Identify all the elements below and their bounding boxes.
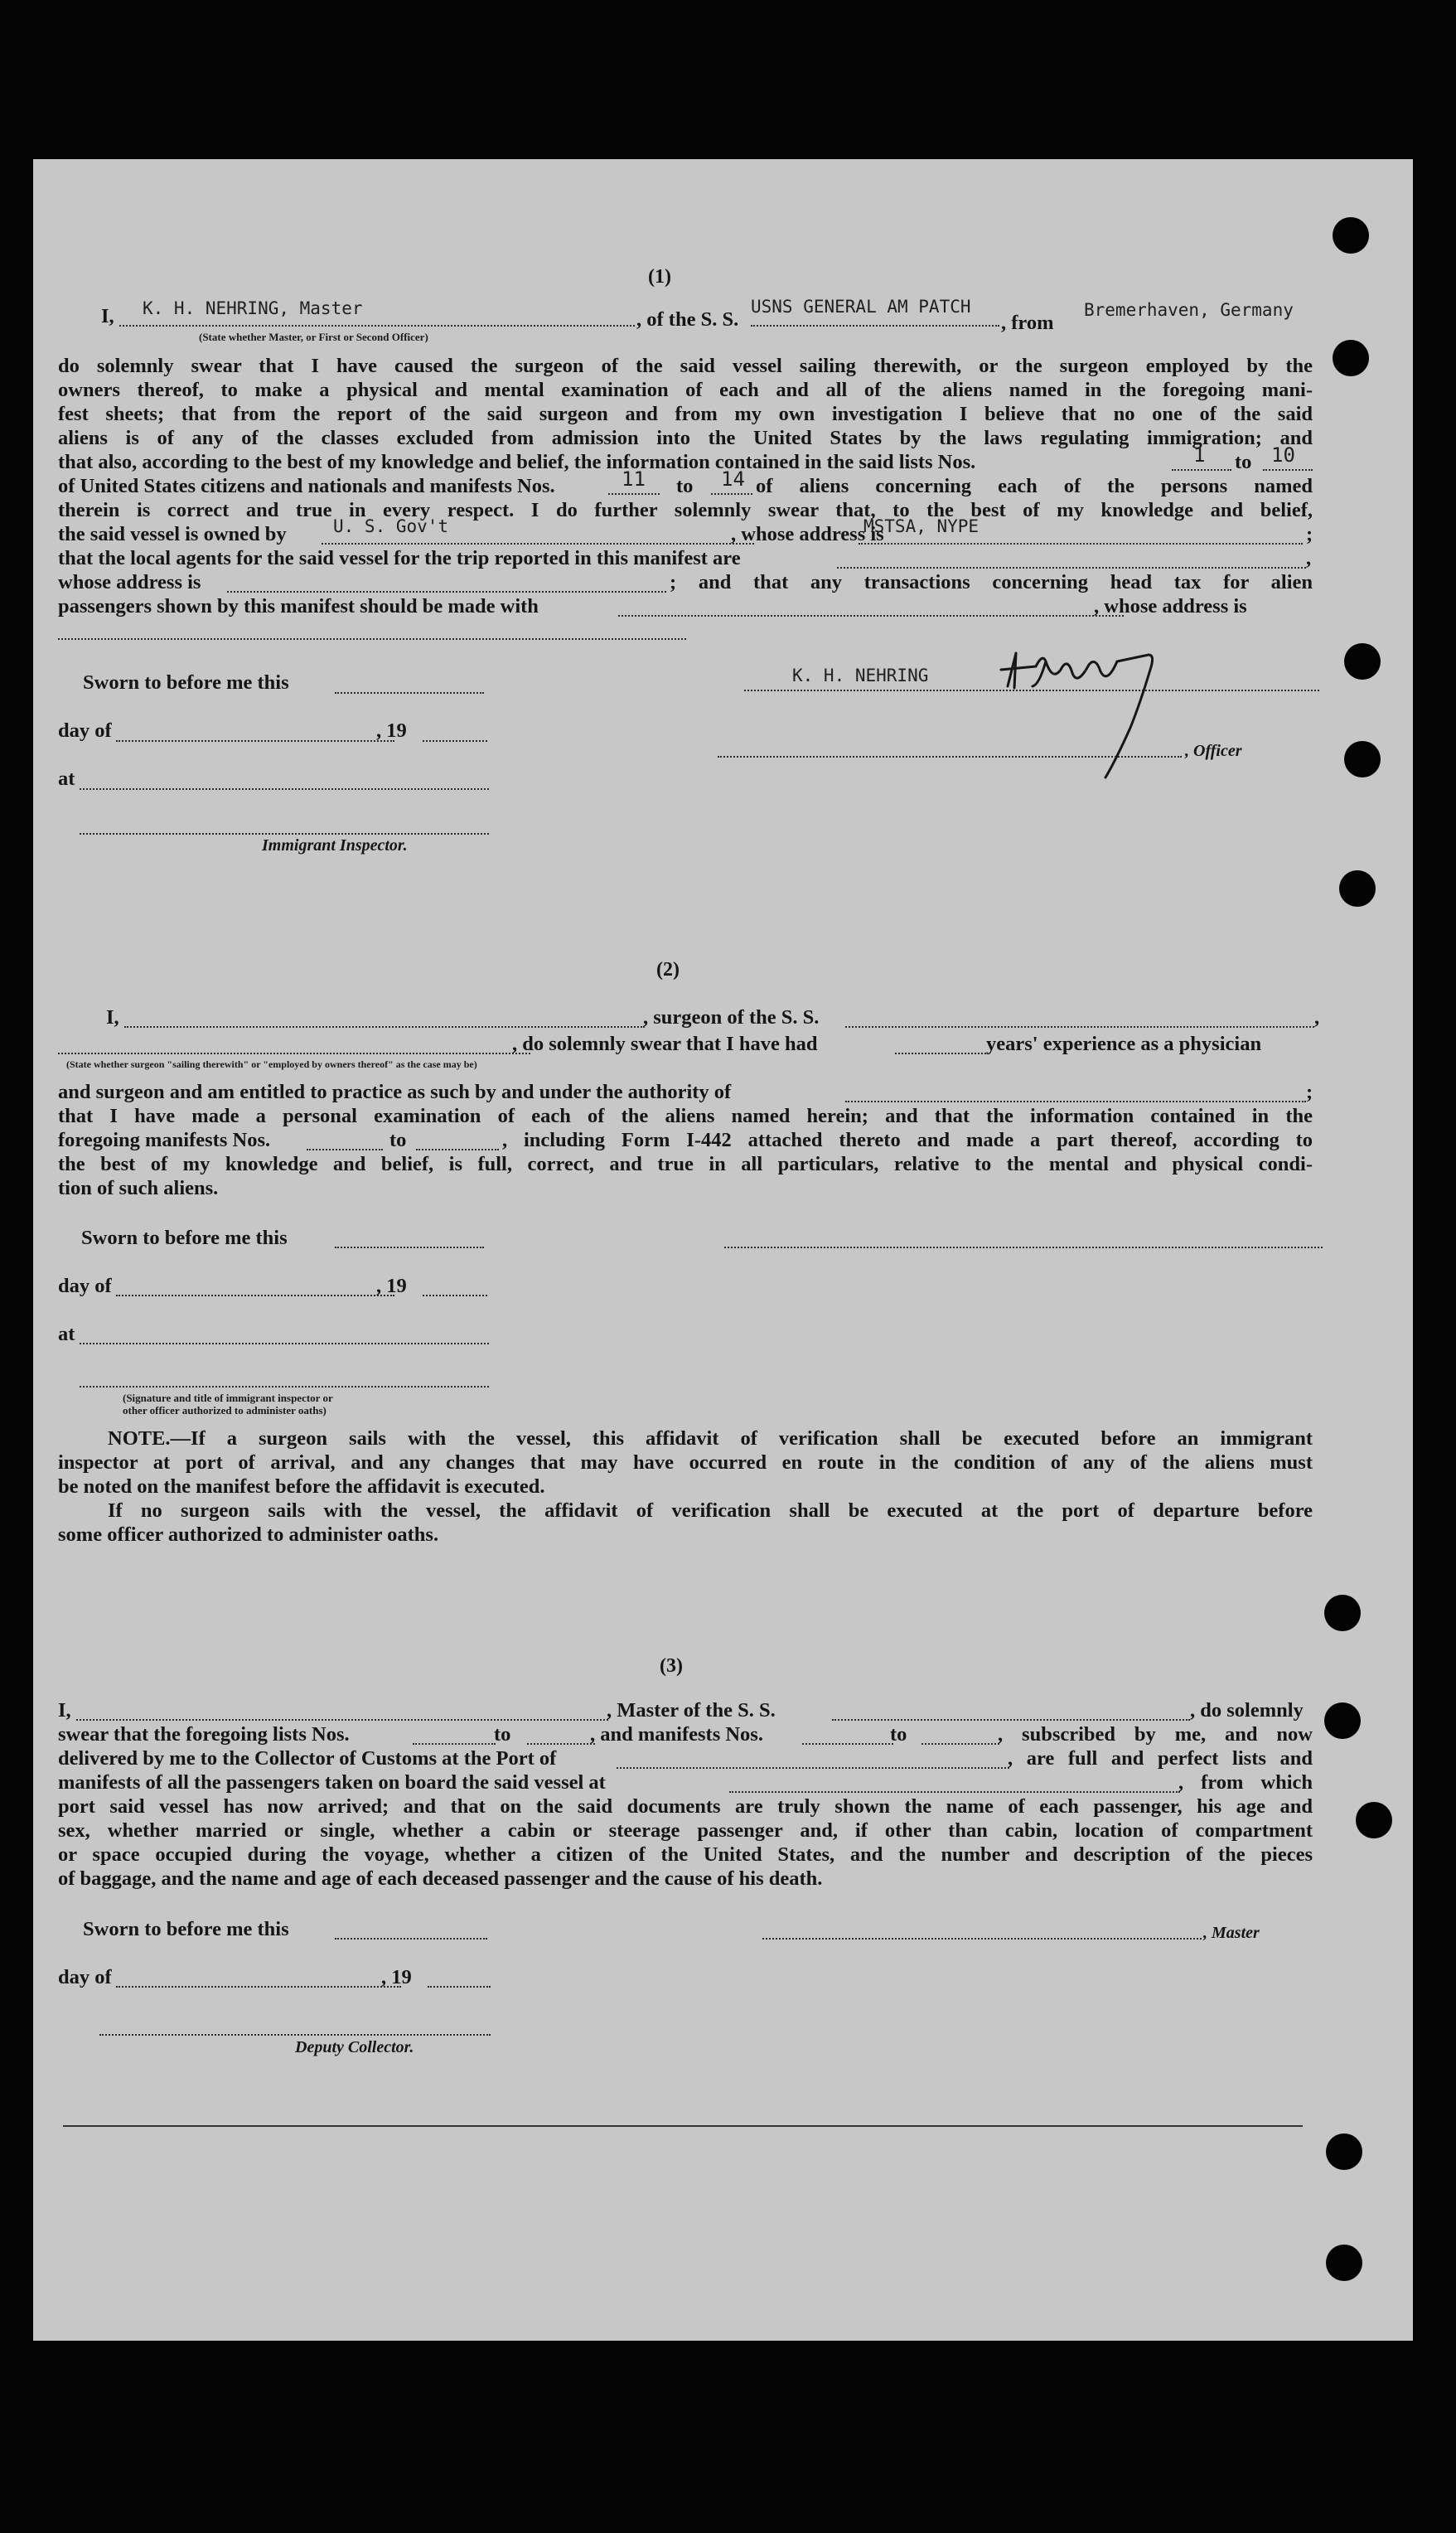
- text: whose address is: [58, 571, 201, 593]
- agents-address-line: [227, 591, 666, 593]
- punch-hole: [1356, 1802, 1392, 1838]
- note-text: inspector at port of arrival, and any changes that may have occurred en route in the condition of any of the aliens must: [58, 1451, 1313, 1474]
- deputy-collector-label: Deputy Collector.: [295, 2038, 414, 2056]
- inspector-signature-line: [80, 1386, 489, 1388]
- text: , whose address is: [731, 523, 884, 545]
- surgeon-vessel-line: [845, 1026, 1314, 1028]
- punch-hole: [1324, 1702, 1361, 1739]
- text: I,: [106, 1006, 119, 1029]
- signature-note: other officer authorized to administer oaths): [123, 1404, 327, 1417]
- text: , do solemnly swear that I have had: [512, 1033, 818, 1055]
- text: I,: [101, 305, 114, 327]
- text: ,: [1314, 1006, 1320, 1029]
- inspector-signature-line: [80, 833, 489, 835]
- text: ; and that any transactions concerning head tax for alien: [670, 571, 1313, 593]
- surgeon-status-line: [58, 1053, 530, 1054]
- text: day of: [58, 719, 112, 742]
- text-line: owners thereof, to make a physical and mental examination of each and all of the aliens named in the foregoing mani-: [58, 379, 1313, 401]
- sworn-date-line: [335, 1938, 487, 1940]
- manifest-from-line: [307, 1149, 383, 1150]
- text: the said vessel is owned by: [58, 523, 287, 545]
- year-line: [423, 1295, 487, 1296]
- text: , subscribed by me, and now: [998, 1723, 1313, 1746]
- surgeon-status-note: (State whether surgeon "sailing therewith" or "employed by owners thereof" as the case may be): [66, 1058, 477, 1070]
- section-2-number: (2): [656, 959, 680, 981]
- blank-line: [859, 543, 1303, 545]
- text: , whose address is: [1094, 595, 1247, 618]
- text: of aliens concerning each of the persons named: [756, 475, 1313, 497]
- text: , from which: [1178, 1771, 1313, 1794]
- punch-hole: [1333, 217, 1369, 254]
- text: and surgeon and am entitled to practice as such by and under the authority of: [58, 1081, 732, 1103]
- lists-from-line: [413, 1743, 496, 1745]
- text: , are full and perfect lists and: [1008, 1747, 1313, 1770]
- text-line: that I have made a personal examination of each of the aliens named herein; and that the information contained in the: [58, 1105, 1313, 1127]
- text: , from: [1001, 312, 1054, 334]
- authority-line: [845, 1101, 1306, 1102]
- vessel-name-line: [832, 1719, 1190, 1721]
- lists-to-field: 10: [1271, 443, 1295, 467]
- master-name-line: [119, 325, 635, 327]
- text: , Master of the S. S.: [607, 1699, 776, 1722]
- surgeon-signature-line: [724, 1247, 1323, 1248]
- officer-label: , Officer: [1185, 742, 1242, 760]
- blank-line: [711, 493, 752, 495]
- handwritten-signature: [991, 637, 1182, 786]
- manifests-to-line: [921, 1743, 999, 1745]
- vessel-name-line: [751, 325, 999, 327]
- boarding-port-line: [729, 1791, 1180, 1793]
- note-text: some officer authorized to administer oaths.: [58, 1523, 439, 1546]
- day-line: [116, 1986, 401, 1988]
- manifests-to-field: 14: [721, 467, 745, 491]
- text: to: [1235, 451, 1252, 473]
- text: tion of such aliens.: [58, 1177, 219, 1199]
- local-agents-line: [837, 567, 1306, 569]
- text: , and manifests Nos.: [590, 1723, 763, 1746]
- text: , 19: [376, 719, 407, 742]
- text: foregoing manifests Nos.: [58, 1129, 271, 1151]
- text-line: the best of my knowledge and belief, is full, correct, and true in all particulars, relative to the mental and physical condi-: [58, 1153, 1313, 1175]
- head-tax-agent-line: [618, 615, 1124, 617]
- master-signature-typed: K. H. NEHRING: [792, 666, 929, 685]
- section-3-number: (3): [660, 1655, 683, 1677]
- text: ;: [1306, 1081, 1313, 1103]
- vessel-name-field: USNS GENERAL AM PATCH: [751, 297, 971, 317]
- blank-line: [608, 493, 660, 495]
- sworn-date-line: [335, 692, 484, 694]
- master-name-field: K. H. NEHRING, Master: [143, 298, 363, 318]
- blank-line: [58, 638, 686, 640]
- text: ;: [1306, 523, 1313, 545]
- text: manifests of all the passengers taken on board the said vessel at: [58, 1771, 606, 1794]
- officer-signature-line-2: [718, 756, 1182, 758]
- blank-line: [1263, 469, 1313, 471]
- text: to: [389, 1129, 407, 1151]
- text-line: therein is correct and true in every respect. I do further solemnly swear that, to the best of my knowledge and belief,: [58, 499, 1313, 521]
- at-line: [80, 788, 489, 790]
- text: of baggage, and the name and age of each deceased passenger and the cause of his death.: [58, 1867, 823, 1890]
- text-line: or space occupied during the voyage, whether a citizen of the United States, and the number and description of the pieces: [58, 1843, 1313, 1866]
- year-line: [428, 1986, 491, 1988]
- punch-hole: [1339, 870, 1376, 907]
- text: , 19: [381, 1966, 412, 1988]
- text: Sworn to before me this: [83, 1918, 289, 1940]
- text: that the local agents for the said vessel for the trip reported in this manifest are: [58, 547, 741, 569]
- manifests-from-line: [802, 1743, 893, 1745]
- text: , do solemnly: [1190, 1699, 1304, 1722]
- years-line: [895, 1053, 986, 1054]
- sworn-date-line: [335, 1247, 484, 1248]
- text: Sworn to before me this: [81, 1227, 288, 1249]
- text: of United States citizens and nationals and manifests Nos.: [58, 475, 555, 497]
- vessel-owner-field: U. S. Gov't: [333, 516, 449, 536]
- note-text: NOTE.—If a surgeon sails with the vessel, this affidavit of verification shall be executed before an immigrant: [108, 1427, 1313, 1450]
- text-line: port said vessel has now arrived; and that on the said documents are truly shown the name of each passenger, his age and: [58, 1795, 1313, 1818]
- state-officer-note: (State whether Master, or First or Second Officer): [199, 331, 428, 343]
- punch-hole: [1324, 1595, 1361, 1631]
- text: , surgeon of the S. S.: [643, 1006, 820, 1029]
- text: swear that the foregoing lists Nos.: [58, 1723, 350, 1746]
- manifests-from-field: 11: [622, 467, 646, 491]
- owner-address-field: MSTSA, NYPE: [863, 516, 980, 536]
- text: day of: [58, 1966, 112, 1988]
- day-line: [116, 740, 394, 742]
- manifest-affidavit-page: [33, 159, 1413, 2341]
- text: passengers shown by this manifest should be made with: [58, 595, 539, 618]
- text: at: [58, 768, 75, 790]
- punch-hole: [1326, 2133, 1362, 2170]
- year-line: [423, 740, 487, 742]
- master-signature-line: [762, 1938, 1202, 1940]
- text: day of: [58, 1275, 112, 1297]
- manifest-to-line: [416, 1149, 499, 1150]
- blank-line: [322, 543, 754, 545]
- bottom-rule: [63, 2125, 1303, 2127]
- collector-signature-line: [99, 2034, 491, 2036]
- text: to: [494, 1723, 511, 1746]
- master-name-line: [76, 1719, 608, 1721]
- day-line: [116, 1295, 394, 1296]
- section-1-number: (1): [648, 266, 671, 288]
- punch-hole: [1333, 340, 1369, 376]
- text-line: fest sheets; that from the report of the said surgeon and from my own investigation I believe that no one of the said: [58, 403, 1313, 425]
- immigrant-inspector-label: Immigrant Inspector.: [262, 836, 408, 855]
- port-line: [617, 1767, 1009, 1769]
- note-text: If no surgeon sails with the vessel, the affidavit of verification shall be executed at the port of departure before: [108, 1499, 1313, 1522]
- text: to: [676, 475, 694, 497]
- punch-hole: [1326, 2245, 1362, 2281]
- text-line: aliens is of any of the classes excluded from admission into the United States by the laws regulating immigration; and: [58, 427, 1313, 449]
- punch-hole: [1344, 643, 1381, 680]
- text: , 19: [376, 1275, 407, 1297]
- text-line: do solemnly swear that I have caused the surgeon of the said vessel sailing therewith, or the surgeon employed by the: [58, 355, 1313, 377]
- blank-line: [1172, 469, 1231, 471]
- text: I,: [58, 1699, 71, 1722]
- signature-note: (Signature and title of immigrant inspector or: [123, 1392, 333, 1404]
- text: at: [58, 1323, 75, 1345]
- master-label: , Master: [1203, 1924, 1260, 1942]
- at-line: [80, 1343, 489, 1344]
- text: , including Form I-442 attached thereto and made a part thereof, according to: [502, 1129, 1313, 1151]
- text: Sworn to before me this: [83, 671, 289, 694]
- text: to: [890, 1723, 907, 1746]
- text-line: sex, whether married or single, whether a cabin or steerage passenger and, if other than cabin, location of compartment: [58, 1819, 1313, 1842]
- surgeon-name-line: [124, 1026, 645, 1028]
- text: delivered by me to the Collector of Customs at the Port of: [58, 1747, 557, 1770]
- departure-port-field: Bremerhaven, Germany: [1084, 300, 1294, 320]
- punch-hole: [1344, 741, 1381, 777]
- text: years' experience as a physician: [986, 1033, 1262, 1055]
- text: , of the S. S.: [636, 308, 739, 331]
- note-text: be noted on the manifest before the affidavit is executed.: [58, 1475, 545, 1498]
- text: ,: [1306, 547, 1312, 569]
- text: that also, according to the best of my knowledge and belief, the information contained in the said lists Nos.: [58, 451, 976, 473]
- lists-to-line: [527, 1743, 595, 1745]
- lists-from-field: 1: [1193, 443, 1206, 467]
